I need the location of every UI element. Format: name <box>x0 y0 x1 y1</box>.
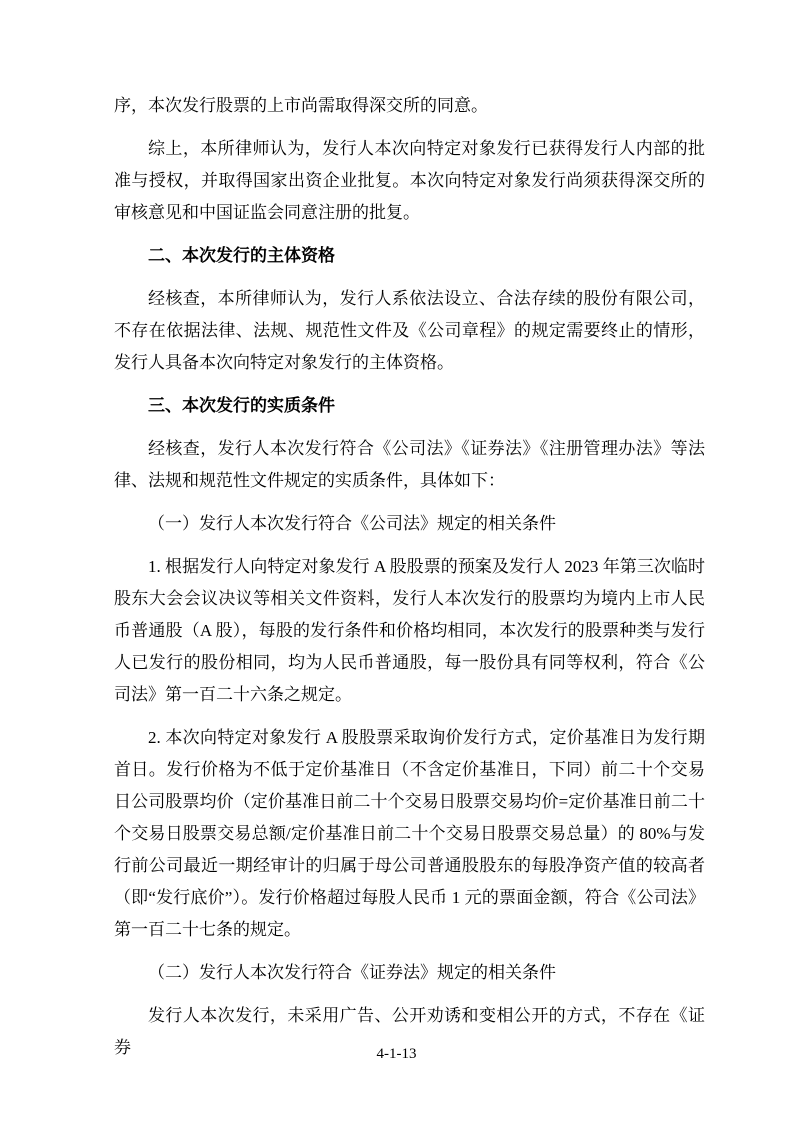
section-heading-3: 三、本次发行的实质条件 <box>148 396 335 415</box>
paragraph-item-2: 2. 本次向特定对象发行 A 股股票采取询价发行方式，定价基准日为发行期首日。发行价格为不低于定价基准日（不含定价基准日，下同）前二十个交易日公司股票均价（定价基准日前二十个交易日股票交易均价=定价基准日前二十个交易日股票交易总额/定价基准日前二十个交易日股票交易总量）的 80%与发行前公司最近一期经审计的归属于母公司普通股股东的每股净资产值的较高者（即“发行底价”）。发行价格超过每股人民币 1 元的票面金额，符合《公司法》第一百二十七条的规定。 <box>114 728 705 939</box>
paragraph-subject-qualification: 经核查，本所律师认为，发行人系依法设立、合法存续的股份有限公司，不存在依据法律、法规、规范性文件及《公司章程》的规定需要终止的情形，发行人具备本次向特定对象发行的主体资格。 <box>114 289 705 372</box>
paragraph-item-1: 1. 根据发行人向特定对象发行 A 股股票的预案及发行人 2023 年第三次临时股东大会会议决议等相关文件资料，发行人本次发行的股票均为境内上市人民币普通股（A 股），每股的发行条件和价格均相同，本次发行的股票种类与发行人已发行的股份相同，均为人民币普通股，每一股份具有同等权利，符合《公司法》第一百二十六条之规定。 <box>114 557 705 704</box>
page-number: 4-1-13 <box>376 1046 417 1062</box>
paragraph-substantive-conditions-intro: 经核查，发行人本次发行符合《公司法》《证券法》《注册管理办法》等法律、法规和规范性文件规定的实质条件，具体如下： <box>114 439 705 490</box>
section-heading-2: 二、本次发行的主体资格 <box>148 246 335 265</box>
paragraph-conclusion: 综上，本所律师认为，发行人本次向特定对象发行已获得发行人内部的批准与授权，并取得国家出资企业批复。本次向特定对象发行尚须获得深交所的审核意见和中国证监会同意注册的批复。 <box>114 139 705 222</box>
subsection-heading-2: （二）发行人本次发行符合《证券法》规定的相关条件 <box>148 963 556 982</box>
paragraph-continuation: 序，本次发行股票的上市尚需取得深交所的同意。 <box>114 96 488 115</box>
paragraph-securities-law: 发行人本次发行，未采用广告、公开劝诱和变相公开的方式，不存在《证券 <box>114 1006 705 1057</box>
subsection-heading-1: （一）发行人本次发行符合《公司法》规定的相关条件 <box>148 514 556 533</box>
